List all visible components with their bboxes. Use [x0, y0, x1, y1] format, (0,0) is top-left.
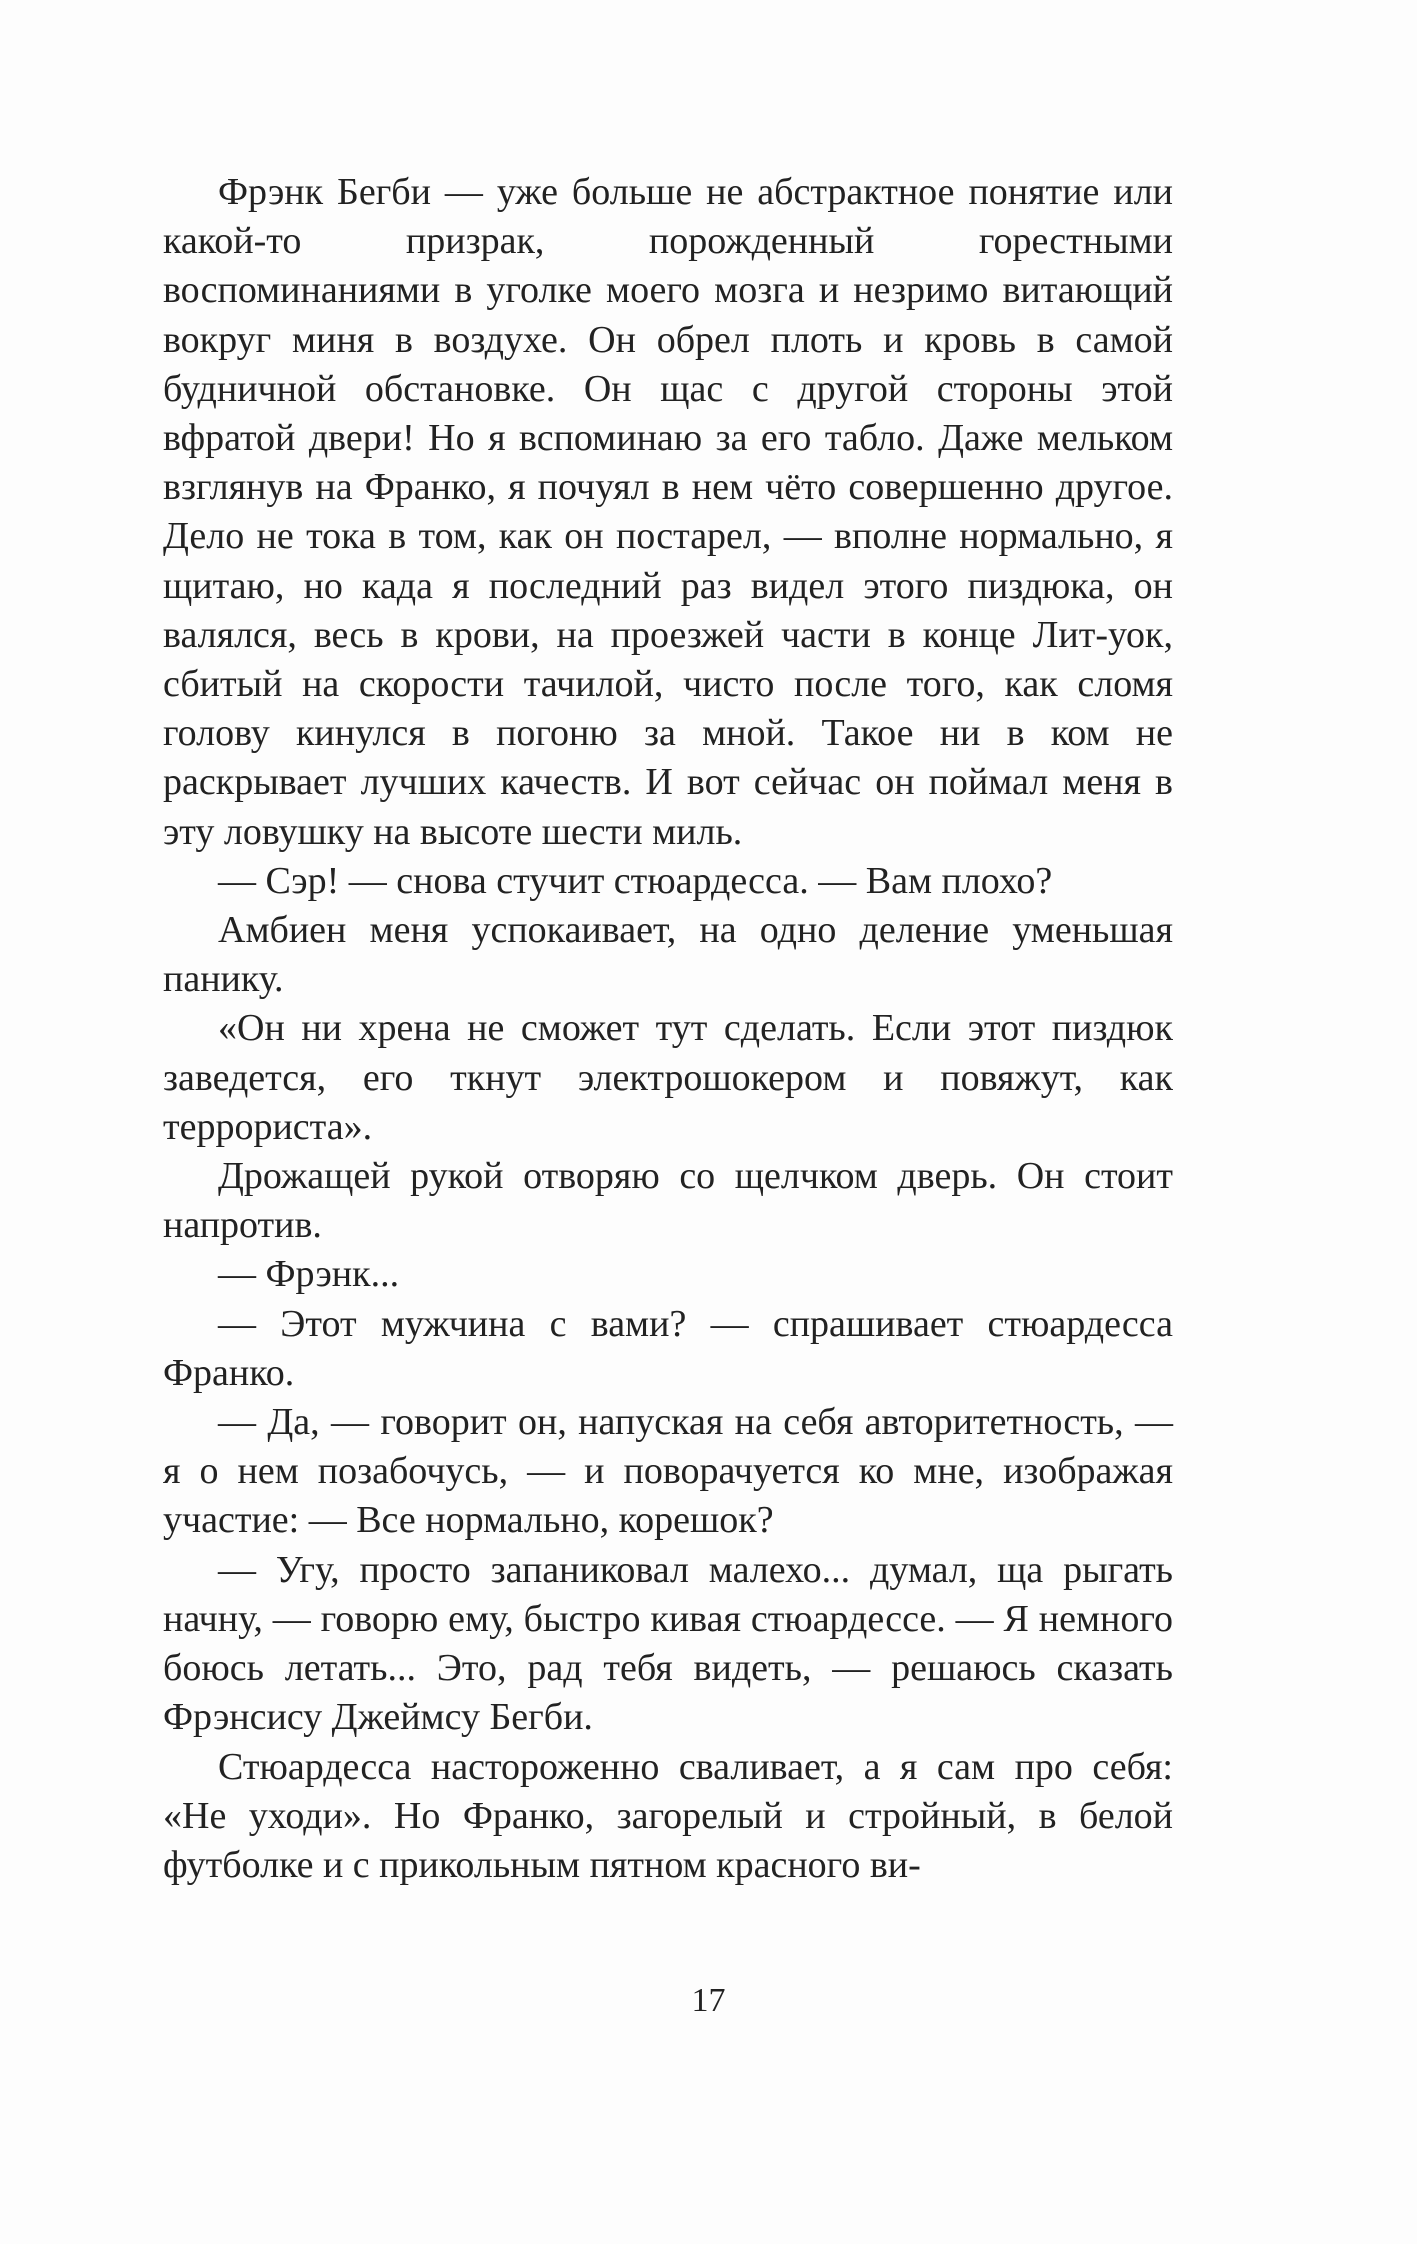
- paragraph: Дрожащей рукой отворяю со щелчком дверь. Он стоит напротив.: [163, 1155, 1173, 1247]
- paragraph: — Фрэнк...: [218, 1253, 400, 1296]
- paragraph: — Да, — говорит он, напуская на себя авторитетность, — я о нем позабочусь, — и поворачуется ко мне, изображая участие: — Все нормально, корешок?: [163, 1401, 1173, 1542]
- paragraph: Амбиен меня успокаивает, на одно деление уменьшая панику.: [163, 909, 1173, 1001]
- paragraph: — Сэр! — снова стучит стюардесса. — Вам плохо?: [218, 859, 1053, 902]
- page-number: 17: [691, 1982, 726, 2019]
- paragraph: — Угу, просто запаниковал малехо... думал, ща рыгать начну, — говорю ему, быстро кивая стюардессе. — Я немного боюсь летать... Это, рад тебя видеть, — решаюсь сказать Фрэнсису Джеймсу Бегби.: [163, 1548, 1173, 1739]
- paragraph: Фрэнк Бегби — уже больше не абстрактное понятие или какой-то призрак, порожденный горестными воспоминаниями в уголке моего мозга и незримо витающий вокруг миня в воздухе. Он обрел плоть и кровь в самой будничной обстановке. Он щас с другой стороны этой вфратой двери! Но я вспоминаю за его табло. Даже мельком взглянув на Франко, я почуял в нем чёто совершенно другое. Дело не тока в том, как он постарел, — вполне нормально, я щитаю, но када я последний раз видел этого пиздюка, он валялся, весь в крови, на проезжей части в конце Лит-уок, сбитый на скорости тачилой, чисто после того, как сломя голову кинулся в погоню за мной. Такое ни в ком не раскрывает лучших качеств. И вот сейчас он поймал меня в эту ловушку на высоте шести миль.: [163, 171, 1173, 853]
- paragraph: — Этот мужчина с вами? — спрашивает стюардесса Франко.: [163, 1302, 1173, 1394]
- body-text: [163, 168, 1173, 1890]
- paragraph: Стюардесса настороженно сваливает, а я сам про себя: «Не уходи». Но Франко, загорелый и стройный, в белой футболке и с прикольным пятном красного ви-: [163, 1745, 1173, 1886]
- paragraph: «Он ни хрена не сможет тут сделать. Если этот пиздюк заведется, его ткнут электрошокером и повяжут, как террориста».: [163, 1007, 1173, 1148]
